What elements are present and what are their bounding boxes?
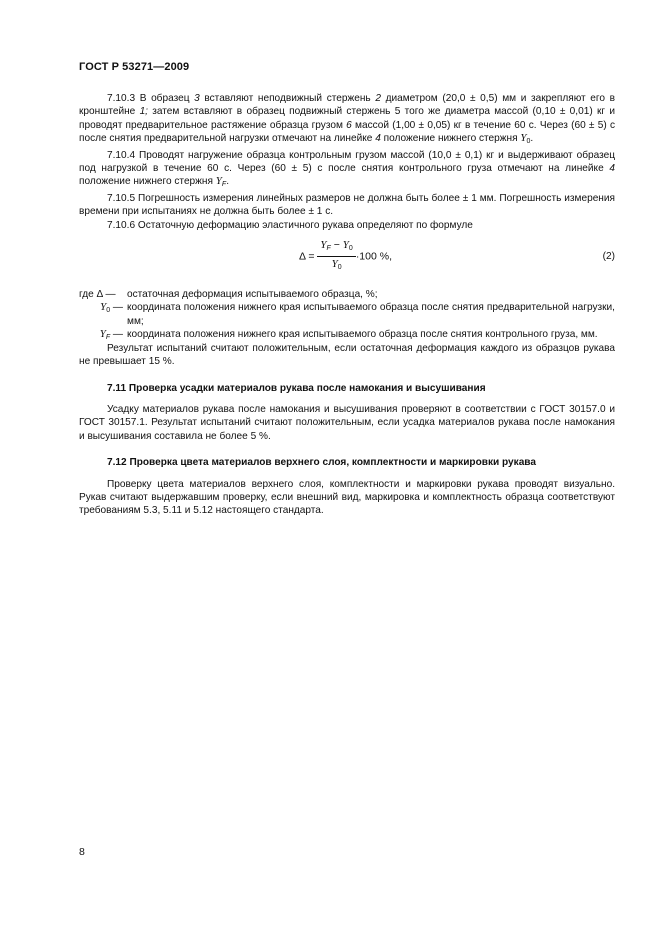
definition-yf: $Y_F$ — координата положения нижнего края испытываемого образца после снятия контрольного груза, мм. <box>99 328 598 342</box>
paragraph-result: Результат испытаний считают положительным, если остаточная деформация каждого из образцов рукава не превышает 15 %. <box>79 342 615 368</box>
equation-number: (2) <box>602 251 615 263</box>
page-number: 8 <box>79 846 85 858</box>
symbol-y0: Y <box>520 132 527 145</box>
paragraph-7-11: Усадку материалов рукава после намокания и высушивания проверяют в соответствии с ГОСТ 30157.0 и ГОСТ 30157.1. Результат испытаний считают положительным, если усадка материалов рукава после намокания и высушивания составила не более 5 %. <box>79 403 615 442</box>
formula-denominator: Y0 <box>331 258 342 272</box>
symbol-yf: Y <box>215 175 222 188</box>
paragraph-7-10-3: 7.10.3 В образец 3 вставляют неподвижный стержень 2 диаметром (20,0 ± 0,5) мм и закрепляют его в кронштейне 1; затем вставляют в образец подвижный стержень 5 того же диаметра массой (0,10 ± 0,01) кг и проводят предварительное растяжение образца грузом 6 массой (1,00 ± 0,05) кг в течение 60 с. Через (60 ± 5) с после снятия предварительной нагрузки отмечают на линейке 4 положение нижнего стержня Y0. <box>79 93 615 146</box>
definition-delta: где Δ — остаточная деформация испытываемого образца, %; <box>79 289 378 301</box>
formula-2 <box>79 238 615 286</box>
formula-definitions <box>79 288 615 342</box>
definition-y0: Y0 — координата положения нижнего края испытываемого образца после снятия предварительной нагрузки, мм; <box>100 301 615 327</box>
paragraph-7-10-5: 7.10.5 Погрешность измерения линейных размеров не должна быть более ± 1 мм. Погрешность измерения времени при испытаниях не должна быть более ± 1 с. <box>79 192 615 218</box>
paragraph-7-12: Проверку цвета материалов верхнего слоя, комплектности и маркировки рукава проводят визуально. Рукав считают выдержавшим проверку, если внешний вид, маркировка и комплектность образца соответствуют требованиям 5.3, 5.11 и 5.12 настоящего стандарта. <box>79 478 615 517</box>
paragraph-7-10-6: 7.10.6 Остаточную деформацию эластичного рукава определяют по формуле <box>107 219 473 231</box>
formula-fraction <box>317 238 355 275</box>
heading-7-12: 7.12 Проверка цвета материалов верхнего слоя, комплектности и маркировки рукава <box>107 457 536 469</box>
standard-header: ГОСТ Р 53271—2009 <box>79 61 190 73</box>
paragraph-7-10-4: 7.10.4 Проводят нагружение образца контрольным грузом массой (10,0 ± 0,1) кг и выдерживают образец под нагрузкой в течение 60 с. Через (60 ± 5) с после снятия контрольного груза отмечают на линейке 4 положение нижнего стержня $Y_F$. <box>79 149 615 189</box>
heading-7-11: 7.11 Проверка усадки материалов рукава после намокания и высушивания <box>107 382 486 394</box>
formula-expression: Δ = $\frac{Y_F - Y0}{Y0}$ ·100 %, <box>299 238 392 275</box>
formula-numerator: $Y_F - Y0$ <box>317 238 355 257</box>
document-body <box>79 92 615 518</box>
